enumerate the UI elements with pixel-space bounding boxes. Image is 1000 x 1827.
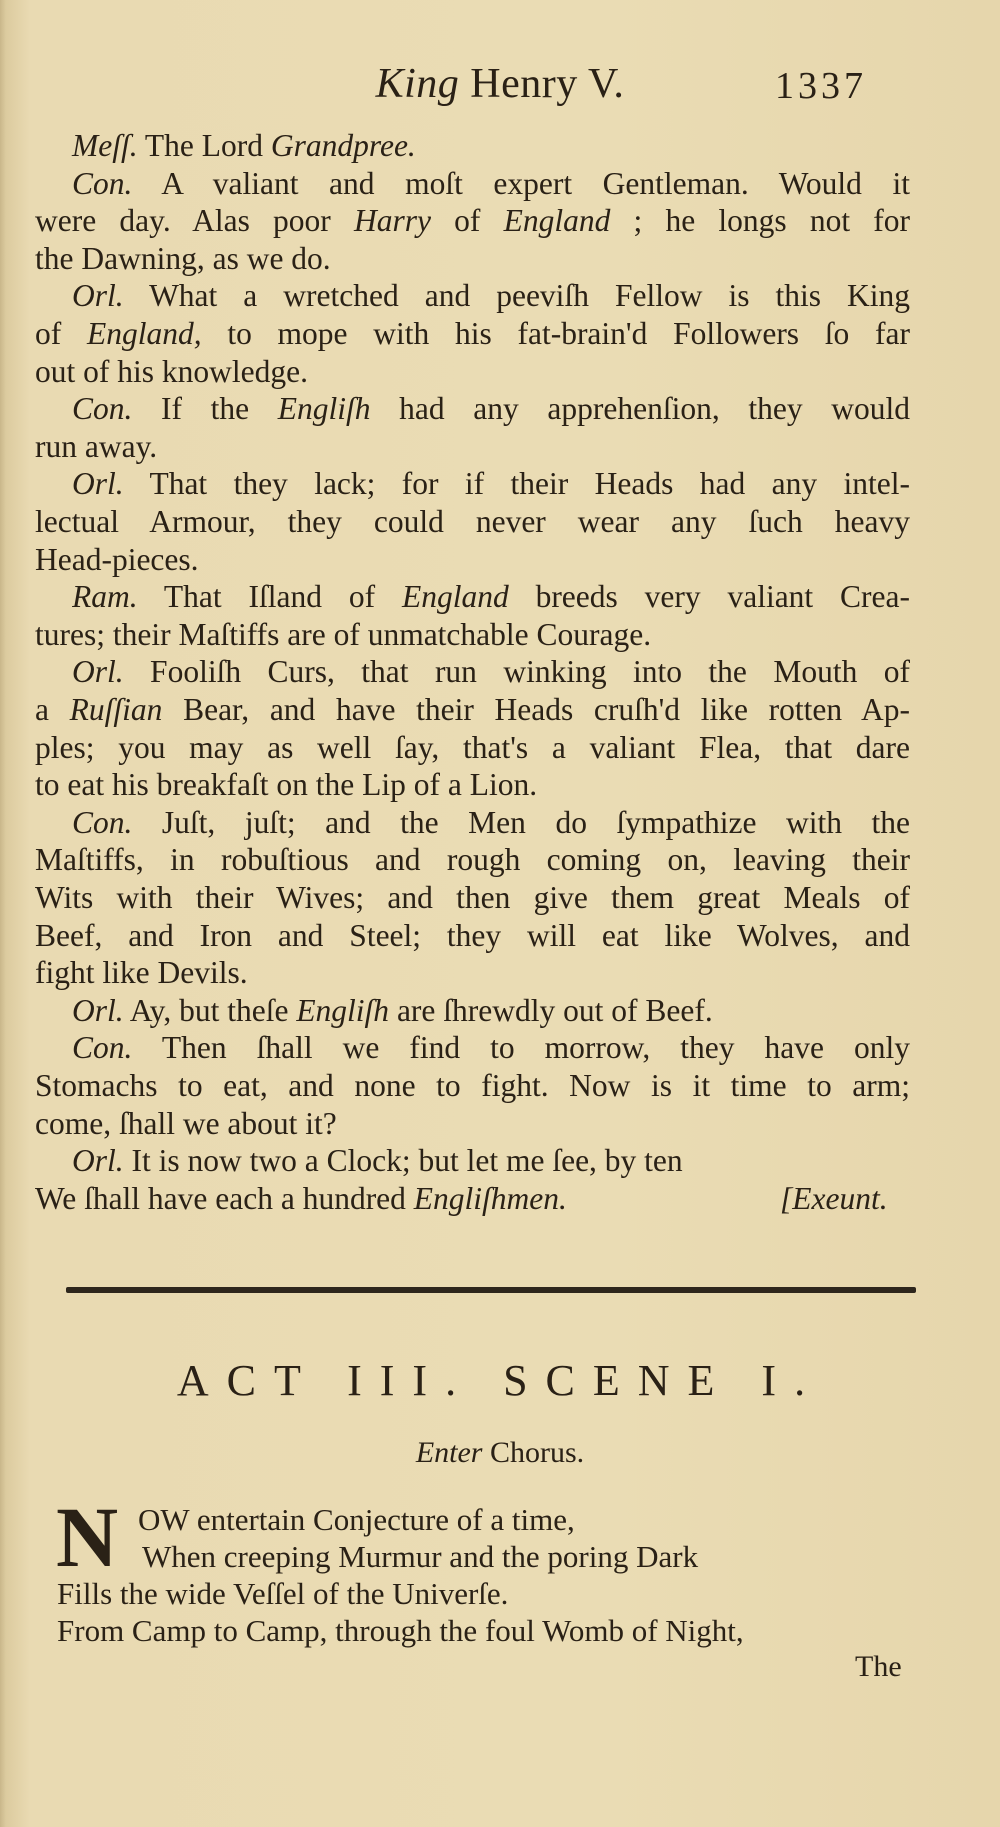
text-line: [35, 1180, 910, 1218]
text-segment: out of his knowledge.: [35, 353, 308, 389]
chorus-line: From Camp to Camp, through the foul Womb of Night,: [57, 1613, 744, 1648]
text-segment: a: [35, 692, 70, 727]
section-rule: [66, 1287, 916, 1293]
italic-text: England: [503, 203, 611, 239]
text-segment: ; he longs not for: [610, 203, 910, 239]
italic-text: Con.: [72, 391, 133, 427]
text-line: [35, 691, 910, 729]
italic-text: Grandpree.: [270, 128, 416, 163]
text-line: [35, 541, 910, 579]
italic-text: Orl.: [72, 278, 124, 314]
text-segment: of: [430, 203, 504, 239]
running-head-title: Henry V.: [459, 61, 625, 107]
text-segment: ples; you may as well ſay, that's a valiant Flea, that dare: [35, 729, 910, 765]
text-segment: We ſhall have each a hundred: [35, 1180, 414, 1216]
text-line: [35, 1105, 910, 1143]
text-line: [35, 240, 910, 278]
italic-text: Con.: [72, 804, 133, 840]
text-line: [72, 804, 910, 842]
text-line: [35, 503, 910, 541]
text-line: [35, 353, 910, 391]
text-line: [35, 841, 910, 879]
stage-direction-exeunt: [Exeunt.: [780, 1181, 888, 1216]
text-line: [35, 917, 910, 955]
text-segment: fight like Devils.: [35, 955, 248, 991]
text-line: [72, 992, 910, 1030]
enter-character: Chorus.: [482, 1436, 585, 1469]
text-line: [35, 729, 910, 767]
drop-cap: N: [56, 1489, 119, 1585]
text-segment: were day. Alas poor: [35, 203, 354, 239]
text-line: [72, 653, 910, 691]
enter-italic: Enter: [415, 1436, 483, 1469]
text-line: [35, 202, 910, 240]
text-line: [72, 465, 910, 503]
text-line: [35, 879, 910, 917]
text-segment: Head-pieces.: [35, 541, 199, 577]
italic-text: Engliſh: [296, 992, 390, 1028]
text-segment: run away.: [35, 428, 158, 464]
text-segment: to eat his breakfaſt on the Lip of a Lion.: [35, 767, 538, 803]
text-line: [72, 165, 910, 203]
text-segment: of: [35, 316, 87, 351]
text-segment: Wits with their Wives; and then give them great Meals of: [35, 880, 910, 915]
text-segment: had any apprehenſion, they would: [370, 391, 910, 427]
italic-text: Engliſh: [277, 391, 371, 427]
chorus-line: Fills the wide Veſſel of the Univerſe.: [57, 1576, 509, 1611]
chorus-line: When creeping Murmur and the poring Dark: [142, 1539, 699, 1574]
text-line: [35, 954, 910, 992]
italic-text: Orl.: [72, 1143, 124, 1179]
text-segment: breeds very valiant Crea-: [508, 579, 910, 615]
text-segment: the Dawning, as we do.: [35, 240, 331, 276]
text-line: [72, 390, 910, 428]
text-segment: come, ſhall we about it?: [35, 1105, 337, 1141]
text-line: [35, 616, 910, 654]
text-segment: Bear, and have their Heads cruſh'd like rotten Ap-: [162, 692, 910, 727]
text-line: [72, 578, 910, 616]
text-segment: Then ſhall we find to morrow, they have only: [132, 1030, 910, 1066]
running-head-italic: King: [375, 61, 460, 107]
text-line: [35, 1067, 910, 1105]
italic-text: Orl.: [72, 466, 124, 502]
text-line: [35, 766, 910, 804]
text-segment: What a wretched and peeviſh Fellow is this King: [123, 278, 910, 314]
text-segment: It is now two a Clock; but let me ſee, by ten: [123, 1143, 683, 1179]
text-segment: tures; their Maſtiffs are of unmatchable Courage.: [35, 616, 652, 652]
catchword: The: [855, 1650, 902, 1683]
italic-text: England,: [86, 316, 202, 351]
text-segment: That they lack; for if their Heads had any intel-: [123, 466, 910, 502]
text-segment: Fooliſh Curs, that run winking into the Mouth of: [123, 654, 910, 690]
italic-text: Orl.: [72, 992, 124, 1028]
italic-text: Ruſſian: [69, 692, 163, 727]
text-segment: Maſtiffs, in robuſtious and rough coming on, leaving their: [35, 842, 910, 878]
italic-text: Orl.: [72, 654, 124, 690]
enter-chorus: [0, 1436, 1000, 1470]
italic-text: Meſſ.: [72, 128, 138, 163]
italic-text: Con.: [72, 1030, 133, 1066]
italic-text: Con.: [72, 165, 133, 201]
italic-text: England: [401, 579, 509, 615]
text-segment: are ſhrewdly out of Beef.: [389, 992, 713, 1028]
text-line: [35, 315, 910, 353]
italic-text: Ram.: [72, 579, 138, 615]
text-segment: Ay, but theſe: [123, 992, 297, 1028]
text-segment: The Lord: [137, 128, 271, 163]
text-line: [35, 428, 910, 466]
text-segment: Stomachs to eat, and none to fight. Now is it time to arm;: [35, 1068, 910, 1103]
italic-text: Harry: [353, 203, 431, 239]
italic-text: Engliſhmen.: [413, 1180, 567, 1216]
text-segment: A valiant and moſt expert Gentleman. Would it: [132, 165, 910, 201]
text-segment: Beef, and Iron and Steel; they will eat like Wolves, and: [35, 917, 910, 953]
text-segment: to mope with his fat-brain'd Followers ſo far: [201, 316, 910, 351]
text-line: [72, 277, 910, 315]
text-segment: That Iſland of: [137, 579, 402, 615]
act-heading: ACT III. SCENE I.: [176, 1356, 824, 1405]
text-line: [72, 127, 910, 165]
text-segment: If the: [132, 391, 278, 427]
text-line: [72, 1142, 910, 1180]
text-segment: lectual Armour, they could never wear any ſuch heavy: [35, 504, 910, 539]
page-number: 1337: [775, 65, 867, 107]
text-line: [72, 1029, 910, 1067]
text-segment: Juſt, juſt; and the Men do ſympathize with the: [132, 804, 910, 840]
chorus-line: OW entertain Conjecture of a time,: [138, 1502, 575, 1537]
